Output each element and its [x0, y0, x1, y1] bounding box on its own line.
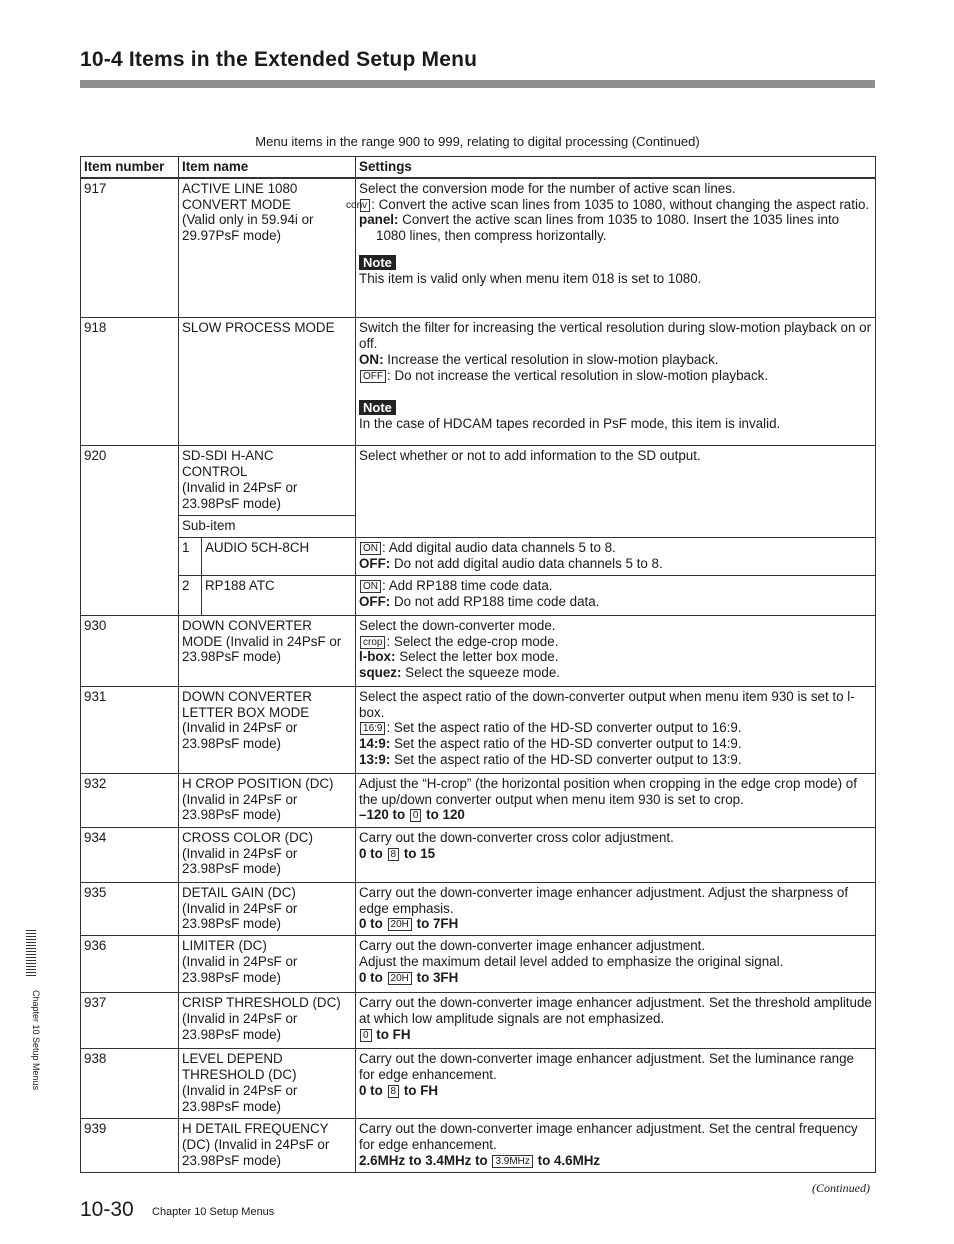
menu-items-table	[80, 156, 876, 1173]
table-row	[81, 1119, 876, 1173]
default-value-box: 8	[388, 1085, 400, 1098]
item-name-line: 23.98PsF mode)	[182, 736, 281, 752]
item-name-line: LEVEL DEPEND	[182, 1051, 283, 1067]
default-value-box: 3.9MHz	[492, 1155, 532, 1168]
item-name-line: (Invalid in 24PsF or	[182, 720, 298, 736]
option-key: squez:	[359, 665, 402, 681]
item-settings	[356, 575, 876, 615]
item-name-line: CRISP THRESHOLD (DC)	[182, 995, 341, 1011]
settings-text: Switch the filter for increasing the vertical resolution during slow-motion playback on or off.	[359, 320, 872, 352]
item-name	[179, 446, 356, 516]
page-title: 10-4 Items in the Extended Setup Menu	[80, 48, 478, 71]
option-key: ON:	[359, 351, 384, 367]
setting-option	[359, 594, 872, 610]
range-end: to 15	[400, 845, 436, 861]
item-name	[179, 936, 356, 993]
setting-range	[359, 807, 872, 823]
range-end: to 3FH	[412, 969, 459, 985]
default-value-box: 0	[410, 809, 422, 822]
item-settings	[356, 318, 876, 446]
item-settings	[356, 936, 876, 993]
settings-text: Carry out the down-converter image enhancer adjustment. Adjust the sharpness of edge emphasis.	[359, 884, 849, 916]
table-row	[81, 993, 876, 1049]
settings-text: Select the conversion mode for the number of active scan lines.	[359, 180, 736, 196]
item-name	[179, 1049, 356, 1119]
setting-range	[359, 846, 872, 862]
default-value-box: ON	[360, 542, 381, 555]
title-rule	[80, 80, 875, 88]
item-settings	[356, 538, 876, 576]
item-name-line: (Invalid in 24PsF or	[182, 845, 298, 861]
item-name	[179, 882, 356, 935]
option-key: 14:9:	[359, 736, 391, 752]
default-value-box: 20H	[388, 918, 412, 931]
item-name-line: (Invalid in 24PsF or	[182, 479, 298, 495]
item-number: 935	[81, 882, 179, 935]
option-text: Set the aspect ratio of the HD-SD converter output to 14:9.	[390, 736, 742, 752]
setting-option	[359, 634, 872, 650]
default-value-box: 16:9	[360, 722, 385, 735]
range-end: to FH	[372, 1026, 411, 1042]
range-start: 0 to	[359, 845, 387, 861]
header-settings: Settings	[356, 157, 876, 178]
item-number: 936	[81, 936, 179, 993]
item-name: SLOW PROCESS MODE	[179, 318, 356, 446]
item-name-line: DOWN CONVERTER	[182, 688, 312, 704]
item-name-line: 23.98PsF mode)	[182, 1152, 281, 1168]
table-row	[81, 686, 876, 773]
item-settings	[356, 773, 876, 827]
table-row	[81, 446, 876, 516]
option-text: Convert the active scan lines from 1035 to 1080. Insert the 1035 lines into 1080 lines, then compress horizontally.	[376, 212, 840, 244]
setting-option	[359, 556, 872, 572]
setting-option	[359, 665, 872, 681]
item-name-line: (Invalid in 24PsF or	[182, 954, 298, 970]
item-name-line: (Invalid in 24PsF or	[182, 900, 298, 916]
header-item-number: Item number	[81, 157, 179, 178]
setting-range	[359, 1027, 872, 1043]
table-row	[81, 178, 876, 318]
item-name	[179, 686, 356, 773]
range-start: –120 to	[359, 807, 409, 823]
range-end: to 4.6MHz	[533, 1152, 601, 1168]
item-settings	[356, 615, 876, 686]
item-name-line: (Invalid in 24PsF or	[182, 791, 298, 807]
item-number: 930	[81, 615, 179, 686]
note-label: Note	[359, 255, 396, 270]
range-start: 0 to	[359, 916, 387, 932]
option-text: Do not add RP188 time code data.	[390, 593, 600, 609]
item-number: 931	[81, 686, 179, 773]
setting-option	[359, 352, 872, 368]
table-caption: Menu items in the range 900 to 999, relating to digital processing (Continued)	[255, 134, 700, 149]
settings-text: Select the down-converter mode.	[359, 617, 556, 633]
option-text: Set the aspect ratio of the HD-SD converter output to 13:9.	[390, 752, 742, 768]
setting-option	[359, 649, 872, 665]
settings-text: Carry out the down-converter image enhancer adjustment. Set the luminance range for edge enhancement.	[359, 1051, 854, 1083]
item-name-line: 29.97PsF mode)	[182, 228, 281, 244]
option-text: : Set the aspect ratio of the HD-SD converter output to 16:9.	[386, 720, 742, 736]
item-name-line: 23.98PsF mode)	[182, 861, 281, 877]
footer-chapter: Chapter 10 Setup Menus	[152, 1206, 275, 1218]
sub-item-label: Sub-item	[179, 516, 356, 538]
setting-range	[359, 1083, 872, 1099]
item-name-line: DETAIL GAIN (DC)	[182, 884, 296, 900]
item-name	[179, 993, 356, 1049]
settings-text: Carry out the down-converter image enhancer adjustment. Set the threshold amplitude at which low amplitude signals are not emphasized.	[359, 995, 872, 1027]
side-chapter-label: Chapter 10 Setup Menus	[31, 990, 41, 1091]
option-key: l-box:	[359, 649, 396, 665]
table-row	[81, 318, 876, 446]
item-name	[179, 615, 356, 686]
item-name-line: THRESHOLD (DC)	[182, 1067, 297, 1083]
item-name-line: CROSS COLOR (DC)	[182, 829, 313, 845]
item-name-line: 23.98PsF mode)	[182, 807, 281, 823]
option-key: OFF:	[359, 593, 391, 609]
default-value-box: 0	[360, 1029, 372, 1042]
item-number: 918	[81, 318, 179, 446]
setting-range	[359, 1153, 872, 1169]
option-text: : Select the edge-crop mode.	[386, 633, 559, 649]
item-settings	[356, 1049, 876, 1119]
item-name	[179, 773, 356, 827]
option-text: Do not add digital audio data channels 5 to 8.	[390, 556, 663, 572]
chapter-thumb-tab	[26, 930, 36, 976]
setting-option	[346, 196, 872, 213]
item-name-line: (DC) (Invalid in 24PsF or	[182, 1137, 330, 1153]
setting-range	[359, 970, 872, 986]
item-name-line: H CROP POSITION (DC)	[182, 775, 334, 791]
item-number: 938	[81, 1049, 179, 1119]
item-number: 920	[81, 446, 179, 616]
item-settings	[356, 827, 876, 882]
default-value-box: 20H	[388, 972, 412, 985]
range-start: 0 to	[359, 969, 387, 985]
table-row	[81, 936, 876, 993]
settings-text: Adjust the maximum detail level added to emphasize the original signal.	[359, 954, 784, 970]
continued-label: (Continued)	[812, 1181, 870, 1195]
settings-text: Adjust the “H-crop” (the horizontal position when cropping in the edge crop mode) of the up/down converter output when menu item 930 is set to crop.	[359, 775, 857, 807]
range-end: to 7FH	[412, 916, 459, 932]
item-name-line: 23.98PsF mode)	[182, 1026, 281, 1042]
item-name-line: CONTROL	[182, 464, 248, 480]
item-number: 939	[81, 1119, 179, 1173]
option-text: Select the squeeze mode.	[401, 665, 560, 681]
setting-option	[359, 368, 872, 384]
note-text: In the case of HDCAM tapes recorded in PsF mode, this item is invalid.	[359, 416, 781, 432]
item-name-line: 23.98PsF mode)	[182, 495, 281, 511]
option-text: Select the letter box mode.	[395, 649, 559, 665]
item-name-line: LIMITER (DC)	[182, 938, 267, 954]
note-label: Note	[359, 400, 396, 415]
item-number: 937	[81, 993, 179, 1049]
item-name	[179, 1119, 356, 1173]
range-end: to FH	[400, 1082, 439, 1098]
setting-option	[359, 578, 872, 594]
item-name-line: ACTIVE LINE 1080	[182, 180, 298, 196]
setting-option	[359, 752, 872, 768]
table-row	[81, 773, 876, 827]
range-end: to 120	[422, 807, 465, 823]
item-number: 932	[81, 773, 179, 827]
settings-text: Select the aspect ratio of the down-converter output when menu item 930 is set to l-box.	[359, 688, 855, 720]
default-value-box: ON	[360, 580, 381, 593]
default-value-box: 8	[388, 848, 400, 861]
settings-text: Carry out the down-converter cross color adjustment.	[359, 829, 674, 845]
page-number: 10-30	[80, 1198, 134, 1221]
option-key: OFF:	[359, 556, 391, 572]
item-name-line: 23.98PsF mode)	[182, 649, 281, 665]
default-value-box: OFF	[360, 370, 386, 383]
setting-option	[359, 212, 872, 244]
table-row	[81, 1049, 876, 1119]
item-settings	[356, 1119, 876, 1173]
item-name-line: H DETAIL FREQUENCY	[182, 1121, 329, 1137]
item-settings	[356, 882, 876, 935]
sub-item-row	[81, 575, 876, 615]
item-name-line: LETTER BOX MODE	[182, 704, 310, 720]
item-name-line: 23.98PsF mode)	[182, 916, 281, 932]
sub-item-row	[81, 538, 876, 576]
item-name-line: (Invalid in 24PsF or	[182, 1082, 298, 1098]
sub-item-number: 2	[179, 575, 202, 615]
item-name-line: 23.98PsF mode)	[182, 1098, 281, 1114]
table-header-row	[81, 157, 876, 178]
header-item-name: Item name	[179, 157, 356, 178]
setting-range	[359, 916, 872, 932]
note-text: This item is valid only when menu item 018 is set to 1080.	[359, 270, 702, 286]
item-name-line: CONVERT MODE	[182, 196, 291, 212]
item-name	[179, 827, 356, 882]
option-text: : Add digital audio data channels 5 to 8.	[382, 540, 616, 556]
settings-text: Carry out the down-converter image enhancer adjustment. Set the central frequency for edge enhancement.	[359, 1121, 858, 1153]
default-value-box: crop	[360, 636, 385, 649]
item-number: 917	[81, 178, 179, 318]
sub-item-name: RP188 ATC	[202, 575, 356, 615]
option-text: : Convert the active scan lines from 1035 to 1080, without changing the aspect ratio.	[371, 196, 870, 212]
option-text: Increase the vertical resolution in slow-motion playback.	[383, 351, 719, 367]
item-name-line: SD-SDI H-ANC	[182, 448, 274, 464]
option-text: : Do not increase the vertical resolution in slow-motion playback.	[387, 367, 769, 383]
item-name-line: (Valid only in 59.94i or	[182, 212, 314, 228]
table-row	[81, 882, 876, 935]
item-settings	[356, 993, 876, 1049]
setting-option	[359, 540, 872, 556]
default-value-box: conv	[360, 199, 370, 212]
sub-item-name: AUDIO 5CH-8CH	[202, 538, 356, 576]
range-start: 0 to	[359, 1082, 387, 1098]
item-number: 934	[81, 827, 179, 882]
item-name-line: (Invalid in 24PsF or	[182, 1011, 298, 1027]
item-settings	[356, 686, 876, 773]
sub-item-number: 1	[179, 538, 202, 576]
option-key: 13:9:	[359, 752, 391, 768]
item-name-line: MODE (Invalid in 24PsF or	[182, 633, 342, 649]
table-row	[81, 827, 876, 882]
option-key: panel:	[359, 212, 399, 228]
item-name	[179, 178, 356, 318]
setting-option	[359, 736, 872, 752]
option-text: : Add RP188 time code data.	[382, 577, 553, 593]
item-name-line: DOWN CONVERTER	[182, 617, 312, 633]
table-row	[81, 615, 876, 686]
item-name-line: 23.98PsF mode)	[182, 969, 281, 985]
range-start: 2.6MHz to 3.4MHz to	[359, 1152, 492, 1168]
item-settings	[346, 178, 876, 318]
settings-text: Carry out the down-converter image enhancer adjustment.	[359, 938, 706, 954]
item-settings: Select whether or not to add information to the SD output.	[356, 446, 876, 538]
setting-option	[359, 720, 872, 736]
